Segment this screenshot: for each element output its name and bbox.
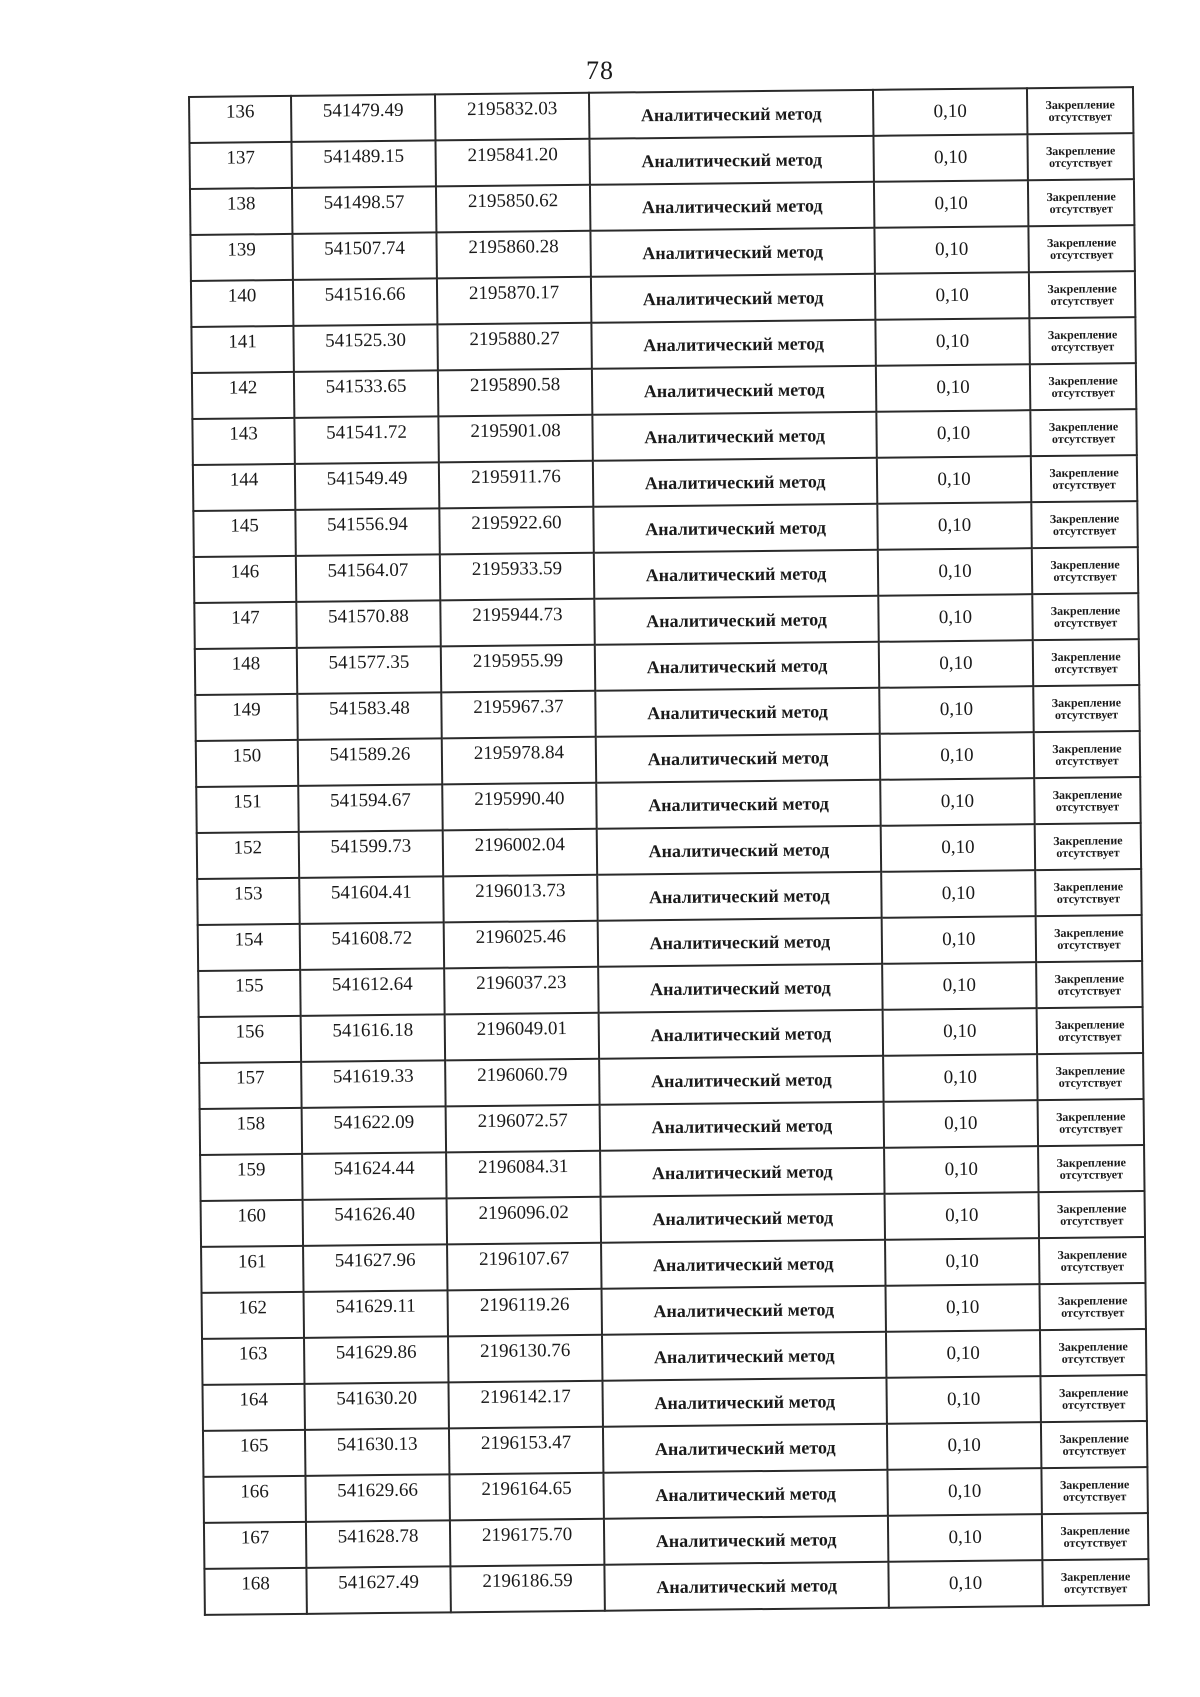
accuracy-cell: 0,10: [877, 502, 1031, 550]
point-number-cell: 142: [192, 372, 294, 419]
accuracy-cell: 0,10: [885, 1192, 1039, 1240]
point-number-cell: 145: [193, 510, 295, 557]
point-number-cell: 138: [190, 188, 292, 235]
method-cell: Аналитический метод: [601, 1240, 885, 1289]
x-coordinate-cell: 541629.66: [305, 1474, 449, 1522]
x-coordinate-cell: 541507.74: [292, 232, 436, 280]
accuracy-cell: 0,10: [878, 594, 1032, 642]
accuracy-cell: 0,10: [876, 410, 1030, 458]
fixation-cell: Закрепление отсутствует: [1032, 547, 1138, 594]
y-coordinate-cell: 2195911.76: [439, 461, 593, 509]
point-number-cell: 166: [203, 1476, 305, 1523]
point-number-cell: 168: [204, 1568, 306, 1615]
x-coordinate-cell: 541619.33: [301, 1060, 445, 1108]
fixation-cell: Закрепление отсутствует: [1042, 1559, 1148, 1606]
x-coordinate-cell: 541489.15: [291, 140, 435, 188]
method-cell: Аналитический метод: [597, 826, 881, 875]
x-coordinate-cell: 541630.20: [304, 1382, 448, 1430]
method-cell: Аналитический метод: [597, 872, 881, 921]
x-coordinate-cell: 541629.86: [304, 1336, 448, 1384]
y-coordinate-cell: 2195880.27: [437, 323, 591, 371]
x-coordinate-cell: 541589.26: [298, 738, 442, 786]
x-coordinate-cell: 541629.11: [304, 1290, 448, 1338]
y-coordinate-cell: 2196037.23: [444, 967, 598, 1015]
y-coordinate-cell: 2196130.76: [448, 1335, 602, 1383]
x-coordinate-cell: 541556.94: [295, 508, 439, 556]
fixation-cell: Закрепление отсутствует: [1030, 363, 1136, 410]
accuracy-cell: 0,10: [875, 318, 1029, 366]
y-coordinate-cell: 2195922.60: [439, 507, 593, 555]
fixation-cell: Закрепление отсутствует: [1039, 1283, 1145, 1330]
accuracy-cell: 0,10: [874, 180, 1028, 228]
y-coordinate-cell: 2196072.57: [446, 1105, 600, 1153]
accuracy-cell: 0,10: [874, 226, 1028, 274]
fixation-cell: Закрепление отсутствует: [1033, 685, 1139, 732]
fixation-cell: Закрепление отсутствует: [1037, 1007, 1143, 1054]
accuracy-cell: 0,10: [888, 1560, 1042, 1608]
fixation-cell: Закрепление отсутствует: [1028, 225, 1134, 272]
x-coordinate-cell: 541616.18: [301, 1014, 445, 1062]
fixation-cell: Закрепление отсутствует: [1035, 823, 1141, 870]
point-number-cell: 139: [190, 234, 292, 281]
method-cell: Аналитический метод: [599, 1056, 883, 1105]
x-coordinate-cell: 541577.35: [297, 646, 441, 694]
method-cell: Аналитический метод: [589, 136, 873, 185]
method-cell: Аналитический метод: [604, 1562, 888, 1611]
y-coordinate-cell: 2196119.26: [448, 1289, 602, 1337]
accuracy-cell: 0,10: [886, 1330, 1040, 1378]
accuracy-cell: 0,10: [885, 1284, 1039, 1332]
method-cell: Аналитический метод: [590, 182, 874, 231]
point-number-cell: 136: [189, 96, 291, 143]
fixation-cell: Закрепление отсутствует: [1039, 1191, 1145, 1238]
method-cell: Аналитический метод: [589, 90, 873, 139]
point-number-cell: 141: [191, 326, 293, 373]
point-number-cell: 148: [195, 648, 297, 695]
fixation-cell: Закрепление отсутствует: [1034, 731, 1140, 778]
method-cell: Аналитический метод: [595, 642, 879, 691]
accuracy-cell: 0,10: [881, 870, 1035, 918]
accuracy-cell: 0,10: [878, 548, 1032, 596]
point-number-cell: 144: [193, 464, 295, 511]
point-number-cell: 159: [200, 1154, 302, 1201]
accuracy-cell: 0,10: [886, 1376, 1040, 1424]
point-number-cell: 143: [192, 418, 294, 465]
accuracy-cell: 0,10: [885, 1238, 1039, 1286]
fixation-cell: Закрепление отсутствует: [1032, 593, 1138, 640]
x-coordinate-cell: 541498.57: [292, 186, 436, 234]
fixation-cell: Закрепление отсутствует: [1036, 915, 1142, 962]
accuracy-cell: 0,10: [883, 1054, 1037, 1102]
accuracy-cell: 0,10: [877, 456, 1031, 504]
method-cell: Аналитический метод: [592, 366, 876, 415]
y-coordinate-cell: 2195850.62: [436, 185, 590, 233]
accuracy-cell: 0,10: [884, 1146, 1038, 1194]
method-cell: Аналитический метод: [600, 1148, 884, 1197]
fixation-cell: Закрепление отсутствует: [1038, 1099, 1144, 1146]
y-coordinate-cell: 2196142.17: [448, 1381, 602, 1429]
y-coordinate-cell: 2196002.04: [443, 829, 597, 877]
fixation-cell: Закрепление отсутствует: [1041, 1467, 1147, 1514]
point-number-cell: 153: [197, 878, 299, 925]
x-coordinate-cell: 541608.72: [300, 922, 444, 970]
point-number-cell: 137: [189, 142, 291, 189]
y-coordinate-cell: 2195841.20: [435, 139, 589, 187]
point-number-cell: 150: [196, 740, 298, 787]
y-coordinate-cell: 2195990.40: [442, 783, 596, 831]
fixation-cell: Закрепление отсутствует: [1028, 179, 1134, 226]
accuracy-cell: 0,10: [888, 1514, 1042, 1562]
y-coordinate-cell: 2196013.73: [443, 875, 597, 923]
x-coordinate-cell: 541604.41: [299, 876, 443, 924]
x-coordinate-cell: 541479.49: [291, 94, 435, 142]
x-coordinate-cell: 541627.96: [303, 1244, 447, 1292]
point-number-cell: 167: [204, 1522, 306, 1569]
x-coordinate-cell: 541570.88: [296, 600, 440, 648]
method-cell: Аналитический метод: [590, 228, 874, 277]
accuracy-cell: 0,10: [882, 962, 1036, 1010]
fixation-cell: Закрепление отсутствует: [1027, 133, 1133, 180]
method-cell: Аналитический метод: [591, 274, 875, 323]
y-coordinate-cell: 2195890.58: [438, 369, 592, 417]
x-coordinate-cell: 541622.09: [302, 1106, 446, 1154]
method-cell: Аналитический метод: [602, 1378, 886, 1427]
point-number-cell: 147: [194, 602, 296, 649]
point-number-cell: 156: [199, 1016, 301, 1063]
fixation-cell: Закрепление отсутствует: [1037, 1053, 1143, 1100]
y-coordinate-cell: 2195978.84: [442, 737, 596, 785]
x-coordinate-cell: 541612.64: [300, 968, 444, 1016]
point-number-cell: 151: [196, 786, 298, 833]
accuracy-cell: 0,10: [879, 640, 1033, 688]
x-coordinate-cell: 541549.49: [295, 462, 439, 510]
y-coordinate-cell: 2196060.79: [445, 1059, 599, 1107]
method-cell: Аналитический метод: [600, 1102, 884, 1151]
method-cell: Аналитический метод: [598, 918, 882, 967]
coordinates-table: [188, 86, 1150, 1616]
y-coordinate-cell: 2196049.01: [445, 1013, 599, 1061]
point-number-cell: 146: [194, 556, 296, 603]
point-number-cell: 158: [200, 1108, 302, 1155]
method-cell: Аналитический метод: [595, 688, 879, 737]
fixation-cell: Закрепление отсутствует: [1033, 639, 1139, 686]
accuracy-cell: 0,10: [881, 824, 1035, 872]
x-coordinate-cell: 541599.73: [299, 830, 443, 878]
page-number: 78: [586, 56, 614, 85]
fixation-cell: Закрепление отсутствует: [1036, 961, 1142, 1008]
x-coordinate-cell: 541564.07: [296, 554, 440, 602]
accuracy-cell: 0,10: [883, 1008, 1037, 1056]
method-cell: Аналитический метод: [603, 1424, 887, 1473]
point-number-cell: 163: [202, 1338, 304, 1385]
method-cell: Аналитический метод: [599, 1010, 883, 1059]
method-cell: Аналитический метод: [596, 734, 880, 783]
y-coordinate-cell: 2195832.03: [435, 93, 589, 141]
y-coordinate-cell: 2196107.67: [447, 1243, 601, 1291]
x-coordinate-cell: 541628.78: [306, 1520, 450, 1568]
x-coordinate-cell: 541627.49: [306, 1566, 450, 1614]
method-cell: Аналитический метод: [593, 504, 877, 553]
fixation-cell: Закрепление отсутствует: [1027, 87, 1133, 134]
method-cell: Аналитический метод: [602, 1286, 886, 1335]
fixation-cell: Закрепление отсутствует: [1030, 409, 1136, 456]
fixation-cell: Закрепление отсутствует: [1038, 1145, 1144, 1192]
table-row: [204, 1559, 1148, 1615]
coordinates-table-container: [188, 86, 1150, 1616]
point-number-cell: 162: [202, 1292, 304, 1339]
point-number-cell: 160: [201, 1200, 303, 1247]
y-coordinate-cell: 2196084.31: [446, 1151, 600, 1199]
method-cell: Аналитический метод: [604, 1516, 888, 1565]
accuracy-cell: 0,10: [875, 272, 1029, 320]
x-coordinate-cell: 541630.13: [305, 1428, 449, 1476]
x-coordinate-cell: 541541.72: [294, 416, 438, 464]
x-coordinate-cell: 541626.40: [303, 1198, 447, 1246]
method-cell: Аналитический метод: [591, 320, 875, 369]
accuracy-cell: 0,10: [880, 778, 1034, 826]
y-coordinate-cell: 2196096.02: [447, 1197, 601, 1245]
point-number-cell: 152: [197, 832, 299, 879]
y-coordinate-cell: 2195967.37: [441, 691, 595, 739]
accuracy-cell: 0,10: [887, 1468, 1041, 1516]
y-coordinate-cell: 2195860.28: [436, 231, 590, 279]
accuracy-cell: 0,10: [873, 88, 1027, 136]
x-coordinate-cell: 541583.48: [297, 692, 441, 740]
fixation-cell: Закрепление отсутствует: [1040, 1375, 1146, 1422]
accuracy-cell: 0,10: [884, 1100, 1038, 1148]
method-cell: Аналитический метод: [596, 780, 880, 829]
point-number-cell: 161: [201, 1246, 303, 1293]
y-coordinate-cell: 2196153.47: [449, 1427, 603, 1475]
y-coordinate-cell: 2195955.99: [441, 645, 595, 693]
fixation-cell: Закрепление отсутствует: [1039, 1237, 1145, 1284]
accuracy-cell: 0,10: [876, 364, 1030, 412]
method-cell: Аналитический метод: [594, 596, 878, 645]
y-coordinate-cell: 2196186.59: [450, 1565, 604, 1613]
accuracy-cell: 0,10: [873, 134, 1027, 182]
fixation-cell: Закрепление отсутствует: [1031, 455, 1137, 502]
accuracy-cell: 0,10: [879, 686, 1033, 734]
coordinates-table-body: [189, 87, 1149, 1615]
method-cell: Аналитический метод: [593, 458, 877, 507]
point-number-cell: 157: [199, 1062, 301, 1109]
y-coordinate-cell: 2196025.46: [444, 921, 598, 969]
method-cell: Аналитический метод: [598, 964, 882, 1013]
fixation-cell: Закрепление отсутствует: [1029, 271, 1135, 318]
point-number-cell: 155: [198, 970, 300, 1017]
y-coordinate-cell: 2195870.17: [437, 277, 591, 325]
y-coordinate-cell: 2196164.65: [449, 1473, 603, 1521]
method-cell: Аналитический метод: [594, 550, 878, 599]
fixation-cell: Закрепление отсутствует: [1029, 317, 1135, 364]
point-number-cell: 165: [203, 1430, 305, 1477]
x-coordinate-cell: 541525.30: [293, 324, 437, 372]
x-coordinate-cell: 541533.65: [294, 370, 438, 418]
x-coordinate-cell: 541594.67: [298, 784, 442, 832]
point-number-cell: 149: [195, 694, 297, 741]
method-cell: Аналитический метод: [592, 412, 876, 461]
accuracy-cell: 0,10: [882, 916, 1036, 964]
y-coordinate-cell: 2195933.59: [440, 553, 594, 601]
accuracy-cell: 0,10: [880, 732, 1034, 780]
x-coordinate-cell: 541516.66: [293, 278, 437, 326]
point-number-cell: 154: [198, 924, 300, 971]
accuracy-cell: 0,10: [887, 1422, 1041, 1470]
fixation-cell: Закрепление отсутствует: [1041, 1421, 1147, 1468]
fixation-cell: Закрепление отсутствует: [1040, 1329, 1146, 1376]
fixation-cell: Закрепление отсутствует: [1042, 1513, 1148, 1560]
fixation-cell: Закрепление отсутствует: [1031, 501, 1137, 548]
y-coordinate-cell: 2195944.73: [440, 599, 594, 647]
method-cell: Аналитический метод: [602, 1332, 886, 1381]
x-coordinate-cell: 541624.44: [302, 1152, 446, 1200]
y-coordinate-cell: 2195901.08: [438, 415, 592, 463]
fixation-cell: Закрепление отсутствует: [1035, 869, 1141, 916]
method-cell: Аналитический метод: [601, 1194, 885, 1243]
y-coordinate-cell: 2196175.70: [450, 1519, 604, 1567]
method-cell: Аналитический метод: [603, 1470, 887, 1519]
point-number-cell: 164: [202, 1384, 304, 1431]
fixation-cell: Закрепление отсутствует: [1034, 777, 1140, 824]
point-number-cell: 140: [191, 280, 293, 327]
